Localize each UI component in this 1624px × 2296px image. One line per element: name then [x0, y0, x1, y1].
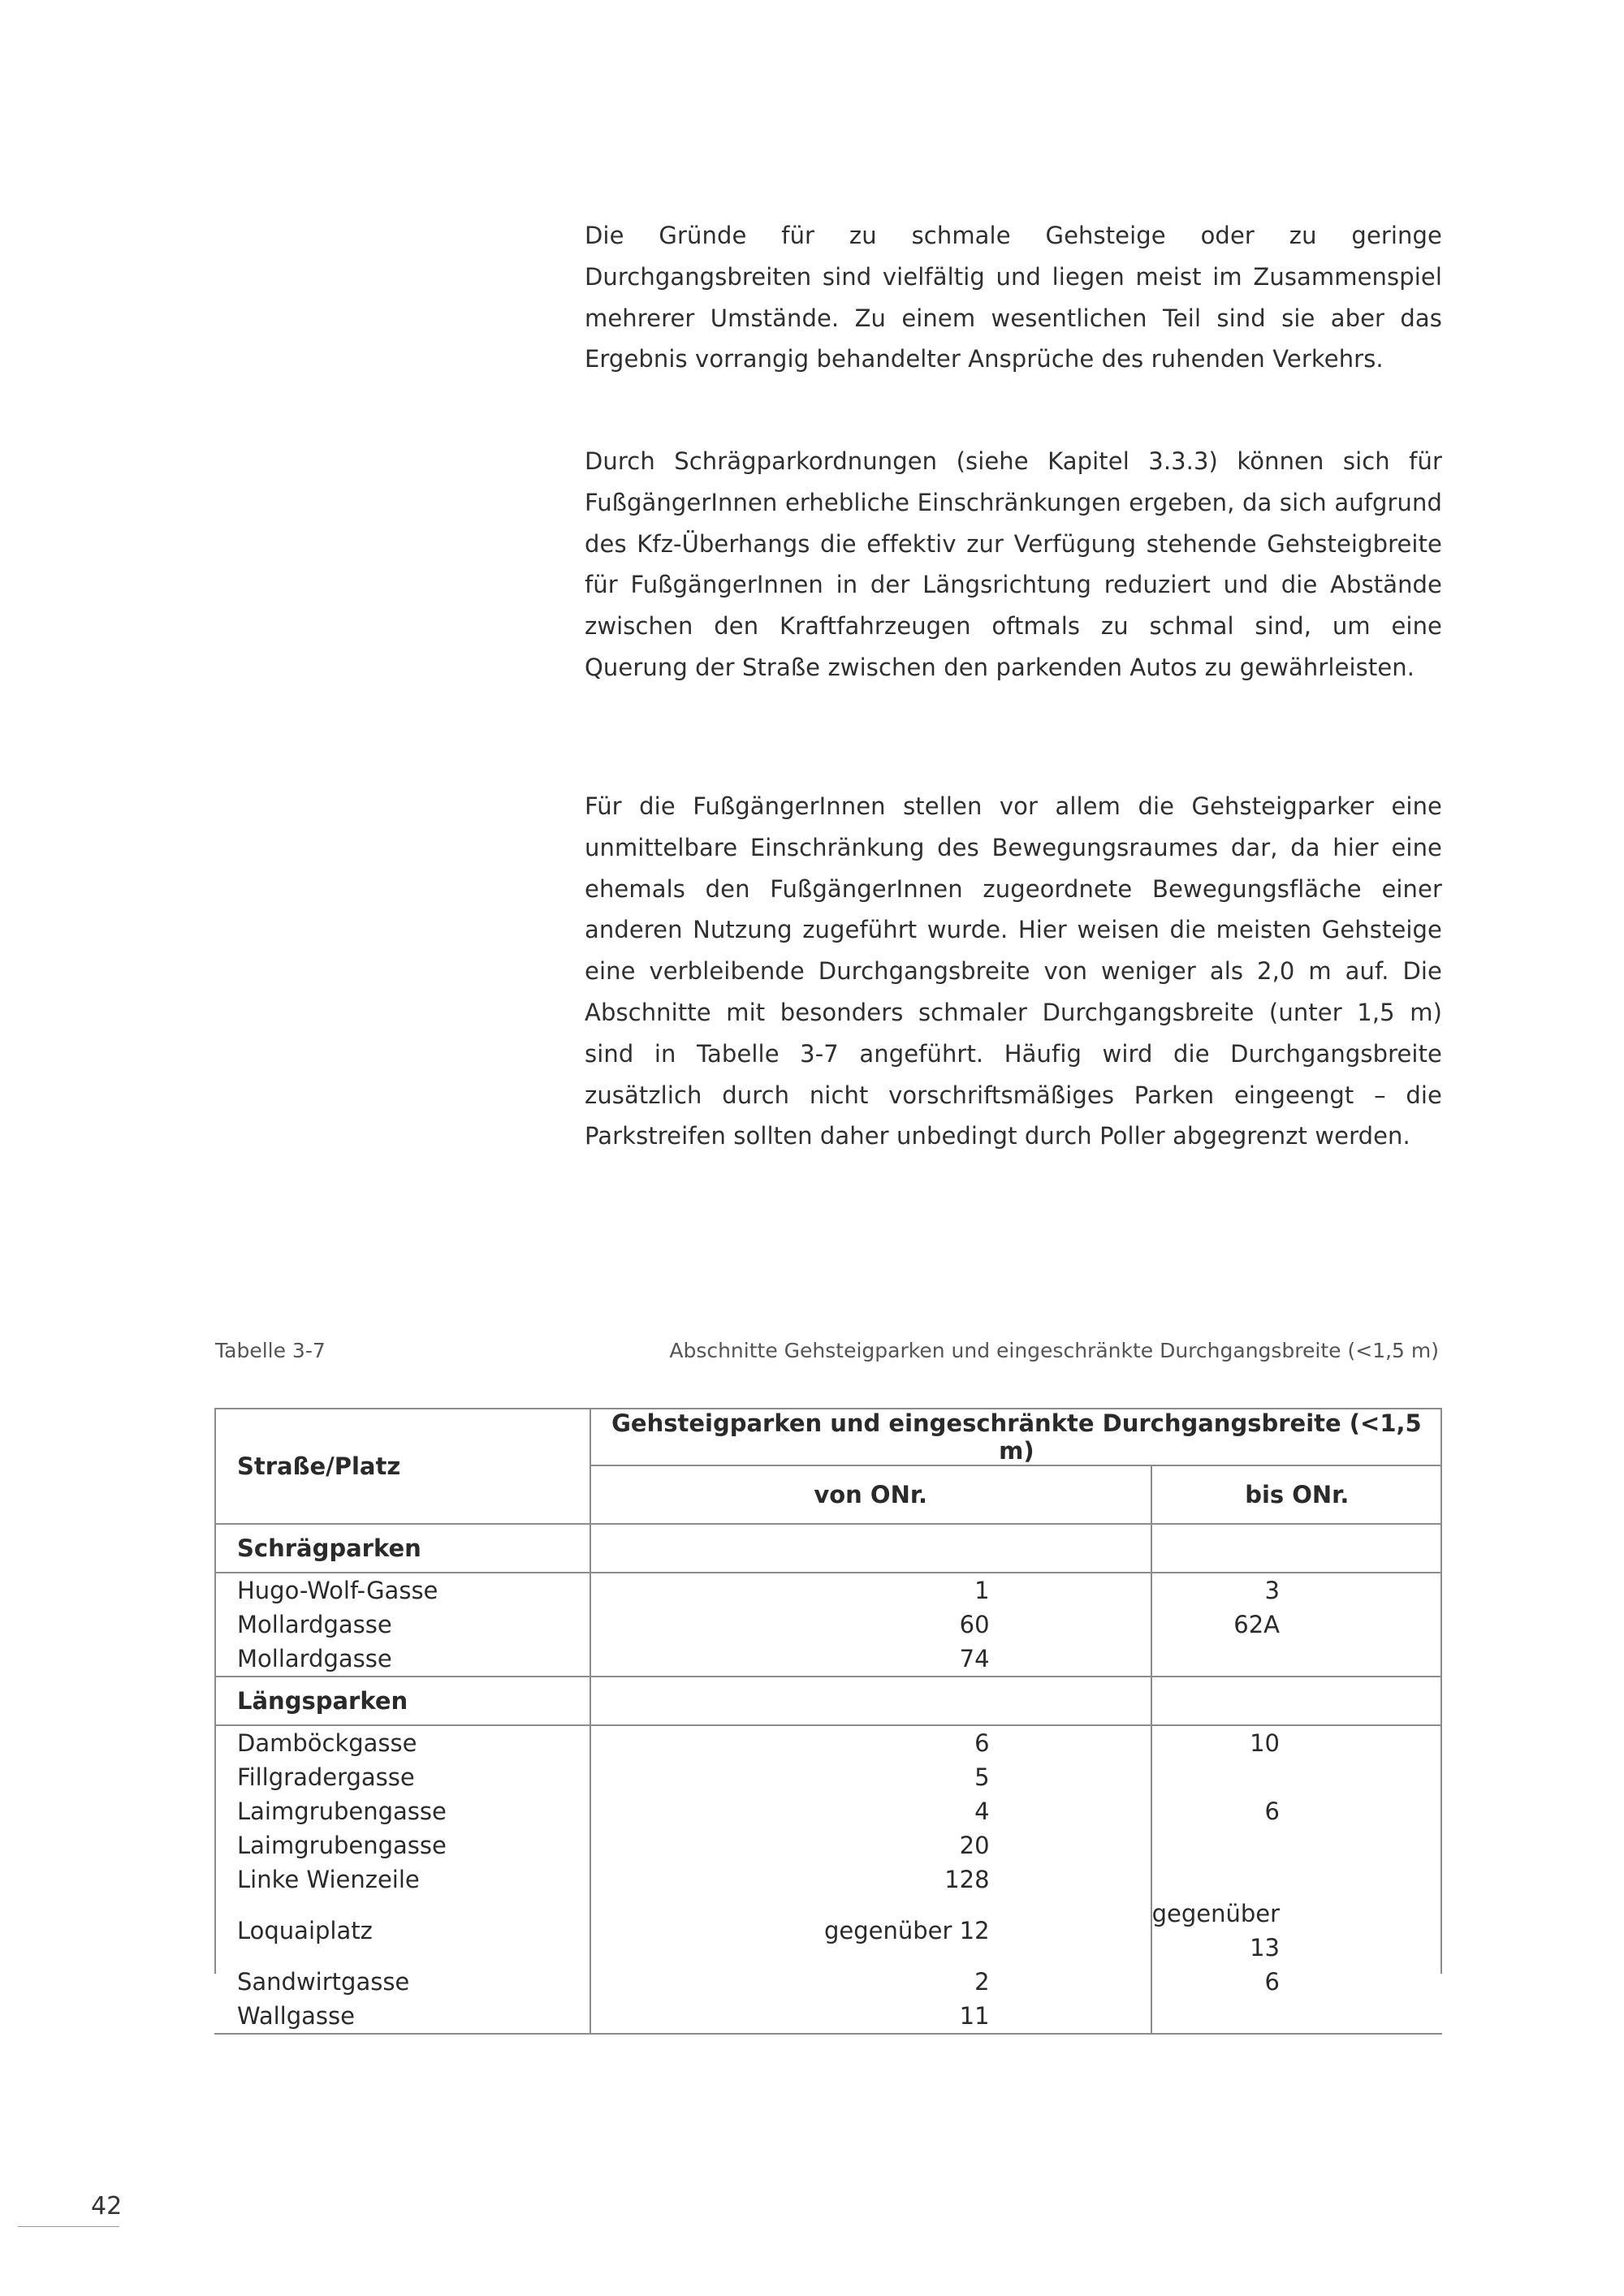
table-row: [214, 1999, 1442, 2034]
table-row: [214, 1642, 1442, 1677]
to-cell: [1151, 1828, 1442, 1862]
column-header-to: bis ONr.: [1151, 1465, 1442, 1524]
from-cell: 11: [590, 1999, 1151, 2034]
column-header-street: Straße/Platz: [214, 1409, 590, 1524]
street-cell: Mollardgasse: [237, 1611, 392, 1638]
column-header-from: von ONr.: [590, 1465, 1151, 1524]
page-number-rule: [18, 2226, 119, 2227]
street-cell: Loquaiplatz: [237, 1917, 373, 1944]
section-row: [214, 1677, 1442, 1725]
to-cell: [1151, 1999, 1442, 2034]
table-header-row: [214, 1409, 1442, 1465]
street-cell: Sandwirtgasse: [237, 1968, 410, 1996]
to-cell: gegenüber 13: [1151, 1897, 1442, 1965]
street-cell: Mollardgasse: [237, 1645, 392, 1672]
from-cell: 2: [590, 1965, 1151, 1999]
from-cell: 60: [590, 1608, 1151, 1642]
section-row: [214, 1524, 1442, 1573]
table-row: [214, 1573, 1442, 1608]
table-row: [214, 1725, 1442, 1760]
to-cell: [1151, 1760, 1442, 1794]
to-cell: 10: [1151, 1725, 1442, 1760]
from-cell: 74: [590, 1642, 1151, 1677]
table-row: [214, 1897, 1442, 1965]
street-cell: Linke Wienzeile: [237, 1866, 420, 1893]
street-cell: Laimgrubengasse: [237, 1832, 447, 1859]
from-cell: gegenüber 12: [590, 1897, 1151, 1965]
table-row: [214, 1965, 1442, 1999]
from-cell: 128: [590, 1862, 1151, 1897]
section-title: Schrägparken: [214, 1524, 590, 1573]
from-cell: 5: [590, 1760, 1151, 1794]
paragraph-1: Die Gründe für zu schmale Gehsteige oder zu geringe Durchgangsbreiten sind vielfältig und liegen meist im Zusammenspiel mehrerer Umstände. Zu einem wesentlichen Teil sind sie aber das Ergebnis vorrangig behandelter Ansprüche des ruhenden Verkehrs.: [585, 222, 1442, 373]
table-row: [214, 1862, 1442, 1897]
table-cell: [590, 1524, 1151, 1573]
street-cell: Hugo-Wolf-Gasse: [237, 1577, 438, 1604]
street-cell: Wallgasse: [214, 1999, 590, 2034]
table-row: [214, 1608, 1442, 1642]
table-label: Tabelle 3-7: [215, 1339, 326, 1362]
to-cell: [1151, 1862, 1442, 1897]
table-caption: Abschnitte Gehsteigparken und eingeschränkte Durchgangsbreite (<1,5 m): [669, 1339, 1439, 1362]
data-table: [214, 1408, 1442, 2035]
from-cell: 6: [590, 1725, 1151, 1760]
from-cell: 4: [590, 1794, 1151, 1828]
table-row: [214, 1760, 1442, 1794]
from-cell: 1: [590, 1573, 1151, 1608]
street-cell: Fillgradergasse: [237, 1763, 415, 1791]
column-group-header: Gehsteigparken und eingeschränkte Durchgangsbreite (<1,5 m): [590, 1409, 1442, 1465]
paragraph-3: Für die FußgängerInnen stellen vor allem die Gehsteigparker eine unmittelbare Einschränkung des Bewegungsraumes dar, da hier eine ehemals den FußgängerInnen zugeordnete Bewegungsfläche einer anderen Nutzung zugeführt wurde. Hier weisen die meisten Gehsteige eine verbleibende Durchgangsbreite von weniger als 2,0 m auf. Die Abschnitte mit besonders schmaler Durchgangsbreite (unter 1,5 m) sind in Tabelle 3-7 angeführt. Häufig wird die Durchgangsbreite zusätzlich durch nicht vorschriftsmäßiges Parken eingeengt – die Parkstreifen sollten daher unbedingt durch Poller abgegrenzt werden.: [585, 792, 1442, 1150]
table-cell: [590, 1677, 1151, 1725]
paragraph-2: Durch Schrägparkordnungen (siehe Kapitel 3.3.3) können sich für FußgängerInnen erhebliche Einschränkungen ergeben, da sich aufgrund des Kfz-Überhangs die effektiv zur Verfügung stehende Gehsteigbreite für FußgängerInnen in der Längsrichtung reduziert und die Abstände zwischen den Kraftfahrzeugen oftmals zu schmal sind, um eine Querung der Straße zwischen den parkenden Autos zu gewährleisten.: [585, 447, 1442, 681]
street-cell: Damböckgasse: [237, 1729, 417, 1757]
table-row: [214, 1794, 1442, 1828]
table-cell: [1151, 1524, 1442, 1573]
table-cell: [1151, 1677, 1442, 1725]
to-cell: 3: [1151, 1573, 1442, 1608]
to-cell: [1151, 1642, 1442, 1677]
page-number: 42: [91, 2192, 123, 2220]
table-row: [214, 1828, 1442, 1862]
street-cell: Laimgrubengasse: [237, 1798, 447, 1825]
to-cell: 6: [1151, 1794, 1442, 1828]
to-cell: 62A: [1151, 1608, 1442, 1642]
to-cell: 6: [1151, 1965, 1442, 1999]
from-cell: 20: [590, 1828, 1151, 1862]
section-title: Längsparken: [214, 1677, 590, 1725]
